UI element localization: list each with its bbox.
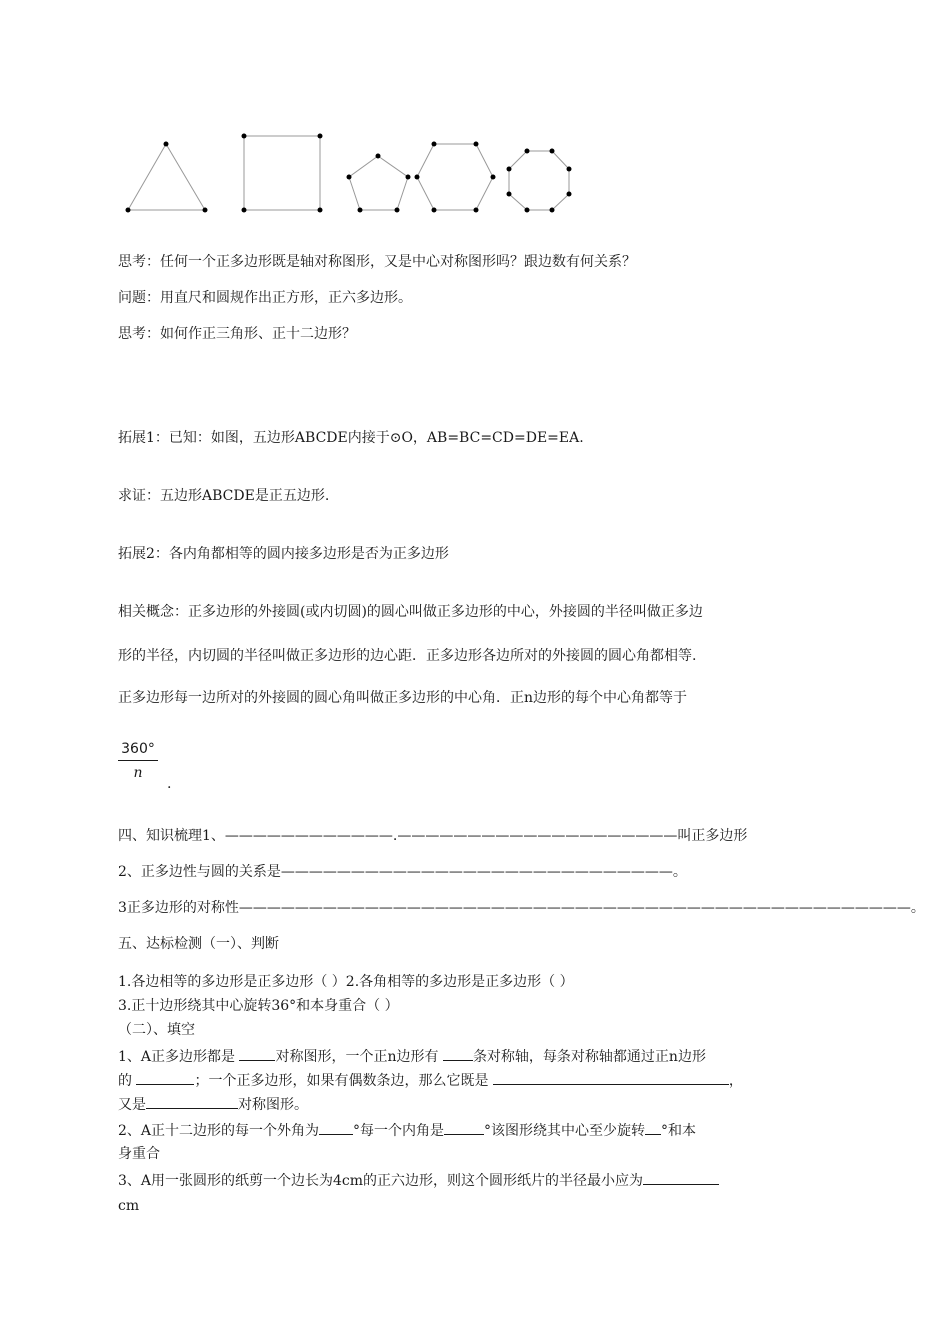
- think-question-2: 思考：如何作正三角形、正十二边形？: [118, 326, 356, 342]
- fill-blank[interactable]: [319, 1120, 353, 1135]
- fill-blank[interactable]: [643, 1170, 719, 1185]
- fraction-bar: [118, 760, 158, 761]
- fill-3-line-2: cm: [118, 1198, 140, 1214]
- fill-1-line-2: 的 ；一个正多边形，如果有偶数条边，那么它既是 ，: [118, 1070, 743, 1091]
- section-4-item-2: 2、正多边性与圆的关系是————————————————————————————。: [118, 864, 687, 880]
- pentagon-shape: [349, 156, 408, 210]
- fill-1-line-1: 1、A正多边形都是 对称图形，一个正n边形有 条对称轴，每条对称轴都通过正n边形: [118, 1046, 706, 1067]
- fill-blank[interactable]: [493, 1070, 729, 1085]
- section-5-title: 五、达标检测（一）、判断: [118, 936, 279, 952]
- concept-line-1: 相关概念：正多边形的外接圆(或内切圆)的圆心叫做正多边形的中心，外接圆的半径叫做正多边: [118, 604, 703, 620]
- octagon-shape: [509, 151, 569, 210]
- fill-blank[interactable]: [444, 1120, 484, 1135]
- prove-statement: 求证：五边形ABCDE是正五边形.: [118, 488, 330, 504]
- extension-2: 拓展2：各内角都相等的圆内接多边形是否为正多边形: [118, 546, 449, 562]
- section-4-item-1: 四、知识梳理1、————————————.————————————————————叫正多边形: [118, 828, 748, 844]
- triangle-shape: [128, 144, 205, 210]
- central-angle-fraction: [118, 740, 158, 781]
- fill-2-line-1: 2、A正十二边形的每一个外角为 °每一个内角是 °该图形绕其中心至少旋转 °和本: [118, 1120, 696, 1141]
- judge-items-1-2: 1.各边相等的多边形是正多边形（ ）2.各角相等的多边形是正多边形（ ）: [118, 974, 574, 990]
- concept-line-2: 形的半径，内切圆的半径叫做正多边形的边心距．正多边形各边所对的外接圆的圆心角都相等.: [118, 648, 697, 664]
- fill-1-line-3: 又是 对称图形。: [118, 1094, 308, 1115]
- fill-blank[interactable]: [239, 1046, 275, 1061]
- judge-item-3: 3.正十边形绕其中心旋转36°和本身重合（ ）: [118, 998, 399, 1014]
- fill-blank[interactable]: [146, 1094, 238, 1109]
- section-4-item-3: 3正多边形的对称性————————————————————————————————————————————————。: [118, 900, 925, 916]
- fill-blank[interactable]: [443, 1046, 473, 1061]
- fill-blank[interactable]: [136, 1070, 194, 1085]
- think-question-1: 思考：任何一个正多边形既是轴对称图形，又是中心对称图形吗？跟边数有何关系？: [118, 254, 636, 270]
- hexagon-shape: [417, 144, 493, 210]
- fraction-denominator: n: [133, 765, 143, 781]
- regular-polygons-figure: [0, 0, 950, 240]
- fill-title: （二）、填空: [118, 1022, 195, 1038]
- fill-3-line-1: 3、A用一张圆形的纸剪一个边长为4cm的正六边形，则这个圆形纸片的半径最小应为: [118, 1170, 719, 1191]
- extension-1: 拓展1：已知：如图，五边形ABCDE内接于⊙O，AB=BC=CD=DE=EA.: [118, 430, 584, 446]
- fraction-period: .: [167, 776, 172, 792]
- fraction-numerator: 360°: [121, 741, 155, 757]
- problem-statement: 问题：用直尺和圆规作出正方形，正六多边形。: [118, 290, 412, 306]
- fill-blank[interactable]: [645, 1120, 661, 1135]
- concept-line-3: 正多边形每一边所对的外接圆的圆心角叫做正多边形的中心角．正n边形的每个中心角都等于: [118, 690, 688, 706]
- fill-2-line-2: 身重合: [118, 1146, 160, 1162]
- square-shape: [244, 136, 320, 210]
